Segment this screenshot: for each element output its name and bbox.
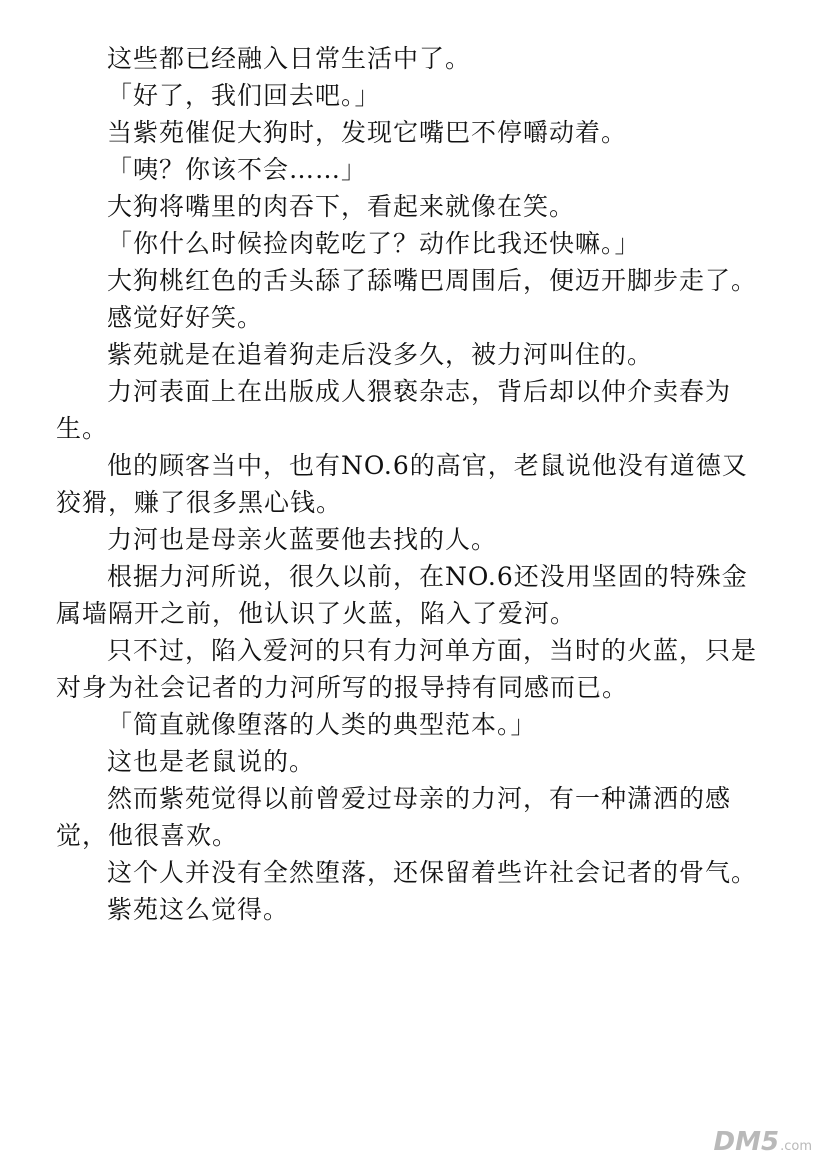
paragraph: 紫苑就是在追着狗走后没多久，被力河叫住的。 (107, 340, 654, 369)
paragraph: 他的顾客当中，也有NO.6的高官，老鼠说他没有道德又狡猾，赚了很多黑心钱。 (56, 451, 748, 517)
paragraph: 「你什么时候捡肉乾吃了？动作比我还快嘛。」 (107, 229, 641, 258)
paragraph: 这也是老鼠说的。 (107, 747, 316, 776)
paragraph: 力河也是母亲火蓝要他去找的人。 (107, 525, 498, 554)
paragraph: 根据力河所说，很久以前，在NO.6还没用坚固的特殊金属墙隔开之前，他认识了火蓝，陷入了爱河。 (56, 562, 748, 628)
watermark-domain-suffix: .com (780, 1139, 812, 1154)
paragraph: 大狗将嘴里的肉吞下，看起来就像在笑。 (107, 192, 576, 221)
site-watermark (714, 1127, 812, 1157)
paragraph: 感觉好好笑。 (107, 303, 264, 332)
watermark-logo-text: DM5 (713, 1127, 780, 1157)
paragraph: 大狗桃红色的舌头舔了舔嘴巴周围后，便迈开脚步走了。 (107, 266, 758, 295)
paragraph: 「咦？你该不会……」 (107, 155, 368, 184)
paragraph: 「简直就像堕落的人类的典型范本。」 (107, 710, 537, 739)
paragraph: 当紫苑催促大狗时，发现它嘴巴不停嚼动着。 (107, 118, 628, 147)
paragraph: 只不过，陷入爱河的只有力河单方面，当时的火蓝，只是对身为社会记者的力河所写的报导持有同感而已。 (56, 636, 758, 702)
paragraph: 力河表面上在出版成人猥亵杂志，背后却以仲介卖春为生。 (56, 377, 732, 443)
paragraph: 然而紫苑觉得以前曾爱过母亲的力河，有一种潇洒的感觉，他很喜欢。 (56, 784, 732, 850)
paragraph: 这些都已经融入日常生活中了。 (107, 44, 472, 73)
text-body (56, 40, 762, 928)
paragraph: 「好了，我们回去吧。」 (107, 81, 381, 110)
paragraph: 紫苑这么觉得。 (107, 895, 290, 924)
paragraph: 这个人并没有全然堕落，还保留着些许社会记者的骨气。 (107, 858, 758, 887)
